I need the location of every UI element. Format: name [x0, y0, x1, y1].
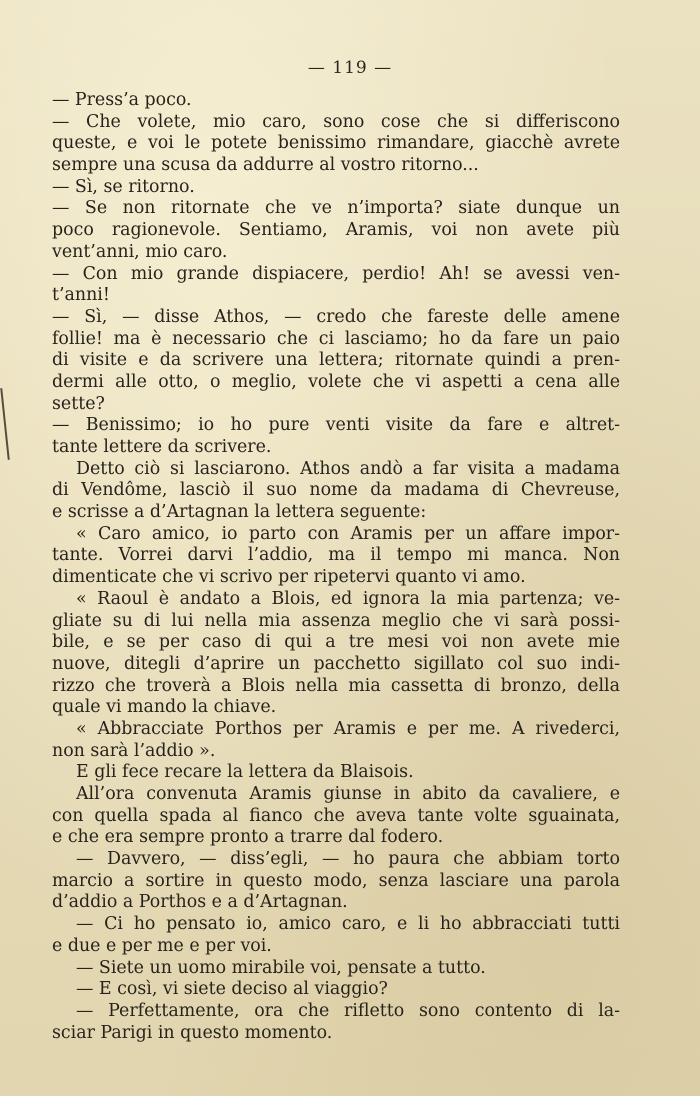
text-line: t’anni!	[52, 285, 110, 306]
text-line: rizzo che troverà a Blois nella mia cassetta di bronzo, della	[52, 675, 620, 696]
text-line: e scrisse a d’Artagnan la lettera seguente:	[52, 502, 427, 523]
text-line: di visite e da scrivere una lettera; ritornate quindi a pren-	[52, 350, 620, 371]
text-line: con quella spada al fianco che aveva tante volte sguainata,	[52, 805, 620, 826]
text-line: — Press’a poco.	[52, 90, 192, 110]
text-line: poco ragionevole. Sentiamo, Aramis, voi non avete più	[52, 220, 620, 241]
text-line: gliate su di lui nella mia assenza meglio che vi sarà possi-	[52, 610, 620, 631]
text-line: di Vendôme, lasciò il suo nome da madama di Chevreuse,	[52, 480, 620, 501]
text-line: follie! ma è necessario che ci lasciamo; ho da fare un paio	[52, 328, 620, 349]
text-line: bile, e se per caso di qui a tre mesi voi non avete mie	[52, 632, 620, 653]
text-line: e due e per me e per voi.	[52, 935, 272, 956]
margin-pencil-mark	[0, 388, 10, 460]
text-line: non sarà l’addio ».	[52, 740, 216, 761]
text-line: dermi alle otto, o meglio, volete che vi aspetti a cena alle	[52, 371, 620, 392]
text-line: « Raoul è andato a Blois, ed ignora la mia partenza; ve-	[76, 588, 620, 609]
text-line: tante. Vorrei darvi l’addio, ma il tempo mi manca. Non	[52, 545, 620, 566]
text-line: sempre una scusa da addurre al vostro ritorno...	[52, 155, 479, 176]
text-line: — Se non ritornate che ve n’importa? siate dunque un	[52, 198, 620, 219]
text-line: All’ora convenuta Aramis giunse in abito da cavaliere, e	[76, 784, 620, 804]
text-line: — E così, vi siete deciso al viaggio?	[76, 979, 388, 1000]
text-line: d’addio a Porthos e a d’Artagnan.	[52, 892, 348, 913]
text-line: quale vi mando la chiave.	[52, 697, 277, 718]
text-line: « Caro amico, io parto con Aramis per un affare impor-	[76, 523, 620, 544]
text-line: — Davvero, — diss’egli, — ho paura che abbiam torto	[76, 849, 620, 870]
text-line: — Siete un uomo mirabile voi, pensate a tutto.	[76, 957, 486, 978]
text-line: — Che volete, mio caro, sono cose che si differiscono	[52, 111, 620, 132]
text-line: dimenticate che vi scrivo per ripetervi quanto vi amo.	[52, 567, 526, 588]
text-line: — Sì, se ritorno.	[52, 176, 195, 197]
text-line: — Con mio grande dispiacere, perdio! Ah! se avessi ven-	[52, 263, 620, 284]
text-line: sciar Parigi in questo momento.	[52, 1022, 333, 1043]
text-line: — Benissimo; io ho pure venti visite da fare e altret-	[52, 415, 620, 436]
text-line: « Abbracciate Porthos per Aramis e per me. A rivederci,	[76, 718, 620, 739]
text-line: nuove, ditegli d’aprire un pacchetto sigillato col suo indi-	[52, 653, 620, 674]
page-body-text	[52, 90, 620, 1044]
text-line: e che era sempre pronto a trarre dal fodero.	[52, 827, 444, 848]
text-line: marcio a sortire in questo modo, senza lasciare una parola	[52, 870, 620, 891]
text-line: tante lettere da scrivere.	[52, 437, 272, 457]
text-line: Detto ciò si lasciarono. Athos andò a far visita a madama	[76, 458, 620, 479]
text-line: — Sì, — disse Athos, — credo che fareste delle amene	[52, 306, 620, 327]
text-line: sette?	[52, 393, 105, 414]
text-line: E gli fece recare la lettera da Blaisois.	[76, 762, 414, 783]
page-number: — 119 —	[307, 58, 393, 78]
text-line: vent’anni, mio caro.	[52, 241, 228, 262]
text-line: — Perfettamente, ora che rifletto sono contento di la-	[76, 1000, 620, 1021]
text-line: — Ci ho pensato io, amico caro, e li ho abbracciati tutti	[76, 914, 620, 935]
text-line: queste, e voi le potete benissimo rimandare, giacchè avrete	[52, 133, 620, 154]
